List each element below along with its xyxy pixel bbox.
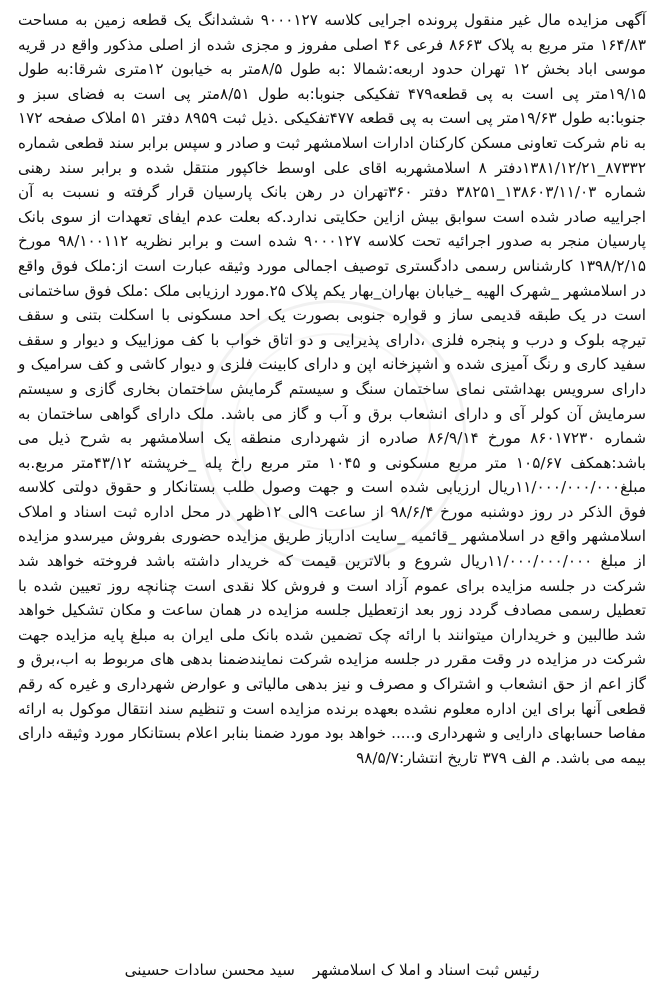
- auction-notice: [18, 8, 646, 770]
- signature-name: سید محسن سادات حسینی: [124, 961, 295, 979]
- signature-title: رئیس ثبت اسناد و املا ک اسلامشهر: [312, 961, 540, 979]
- notice-body-text: آگهی مزایده مال غیر منقول پرونده اجرایی کلاسه ۹۰۰۰۱۲۷ ششدانگ یک قطعه زمین به مساحت ۱۶۴/۸۳ متر مربع به پلاک ۸۶۶۳ فرعی ۴۶ اصلی مفروز و مجزی شده از اصلی مذکور واقع در قریه موسی اباد بخش ۱۲ تهران حدود اربعه:شمالا :به طول ۸/۵متر به خیابون ۱۲متری شرقا:به طول ۱۹/۱۵متر پی است به پی قطعه۴۷۹ تفکیکی جنوبا:به طول ۸/۵۱متر پی است به فضای سبز و جنوبا:به طول ۱۹/۶۳متر پی است به پی قطعه ۴۷۷تفکیکی .ذیل ثبت ۸۹۵۹ دفتر ۵۱ املاک صفحه ۱۷۲ به نام شرکت تعاونی مسکن کارکنان ادارات اسلامشهر ثبت و صادر و سپس برابر سند قطعی شماره ۸۷۳۳۲_۱۳۸۱/۱۲/۲۱دفتر ۸ اسلامشهربه اقای علی اوسط خاکپور منتقل شده و برابر سند رهنی شماره ۱۳۸۶۰۳/۱۱/۰۳_۳۸۲۵۱ دفتر ۳۶۰تهران در رهن بانک پارسیان قرار گرفته و نسبت به آن اجراییه صادر شده است سوابق بیش ازاین حکایتی ندارد.که بعلت عدم ایفای تعهدات از سوی بانک پارسیان منجر به صدور اجرائیه تحت کلاسه ۹۰۰۰۱۲۷ شده است و برابر نظریه ۹۸/۱۰۰۱۱۲ مورخ ۱۳۹۸/۲/۱۵ کارشناس رسمی دادگستری توصیف اجمالی مورد وثیقه عبارت است از:ملک فوق واقع در اسلامشهر _شهرک الهیه _خیابان بهاران_بهار یکم پلاک ۲۵.مورد ارزیابی ملک :ملک فوق ساختمانی است در یک طبقه قدیمی ساز و قواره جنوبی بصورت یک احد مسکونی با اسکلت بتنی و سقف تیرچه بلوک و درب و پنجره فلزی ،دارای پذیرایی و دو اتاق خواب با کف موزاییک و دیوار و سقف سفید کاری و رنگ آمیزی شده و اشپزخانه اپن و دارای کابینت فلزی و دیوار کاشی و کف سرامیک و دارای سرویس بهداشتی نمای ساختمان سنگ و سیستم گرمایش ساختمان بخاری گازی و سیستم سرمایش آن کولر آی و دارای انشعاب برق و آب و گاز می باشد. ملک دارای گواهی ساختمان به شماره ۸۶۰۱۷۲۳۰ مورخ ۸۶/۹/۱۴ صادره از شهرداری منطقه یک اسلامشهر به شرح ذیل می باشد:همکف ۱۰۵/۶۷ متر مربع مسکونی و ۱۰۴۵ متر مربع راخ پله _خرپشته ۴۳/۱۲متر مربع.به مبلغ۱۱/۰۰۰/۰۰۰/۰۰۰ریال ارزیابی شده است و جهت وصول طلب بستانکار و حقوق دولتی کلاسه فوق الذکر در روز دوشنبه مورخ ۹۸/۶/۴ از ساعت ۹الی ۱۲ظهر در محل اداره ثبت اسناد و املاک اسلامشهر واقع در اسلامشهر _قائمیه _سایت اداریاز طریق مزایده حضوری بفروش میرسدو مزایده از مبلغ ۱۱/۰۰۰/۰۰۰/۰۰۰ریال شروع و بالاترین قیمت که خریدار داشته باشد فروخته خواهد شد شرکت در جلسه مزایده برای عموم آزاد است و فروش کلا نقدی است چنانچه روز تعیین شده با تعطیل رسمی مصادف گردد زور بعد ازتعطیل جلسه مزایده در همان ساعت و مکان تشکیل خواهد شد طالبین و خریداران میتوانند با ارائه چک تضمین شده بانک ملی ایران به مبلغ پایه مزایده جهت شرکت در مزایده در وقت مقرر در جلسه مزایده شرکت نمایندضمنا بدهی های مربوط به اب،برق و گاز اعم از حق انشعاب و اشتراک و مصرف و نیز بدهی مالیاتی و عوارض شهرداری و غیره که رقم قطعی آنها برای این اداره معلوم نشده بعهده برنده مزایده است و تنظیم سند انتقال موکول به ارائه مفاصا حسابهای دارایی و شهرداری و..... خواهد بود مورد ضمنا بنابر اعلام بستانکار مورد وثیقه دارای بیمه می باشد. م الف ۳۷۹ تاریخ انتشار:۹۸/۵/۷: [18, 11, 647, 767]
- signature-line: [18, 958, 646, 982]
